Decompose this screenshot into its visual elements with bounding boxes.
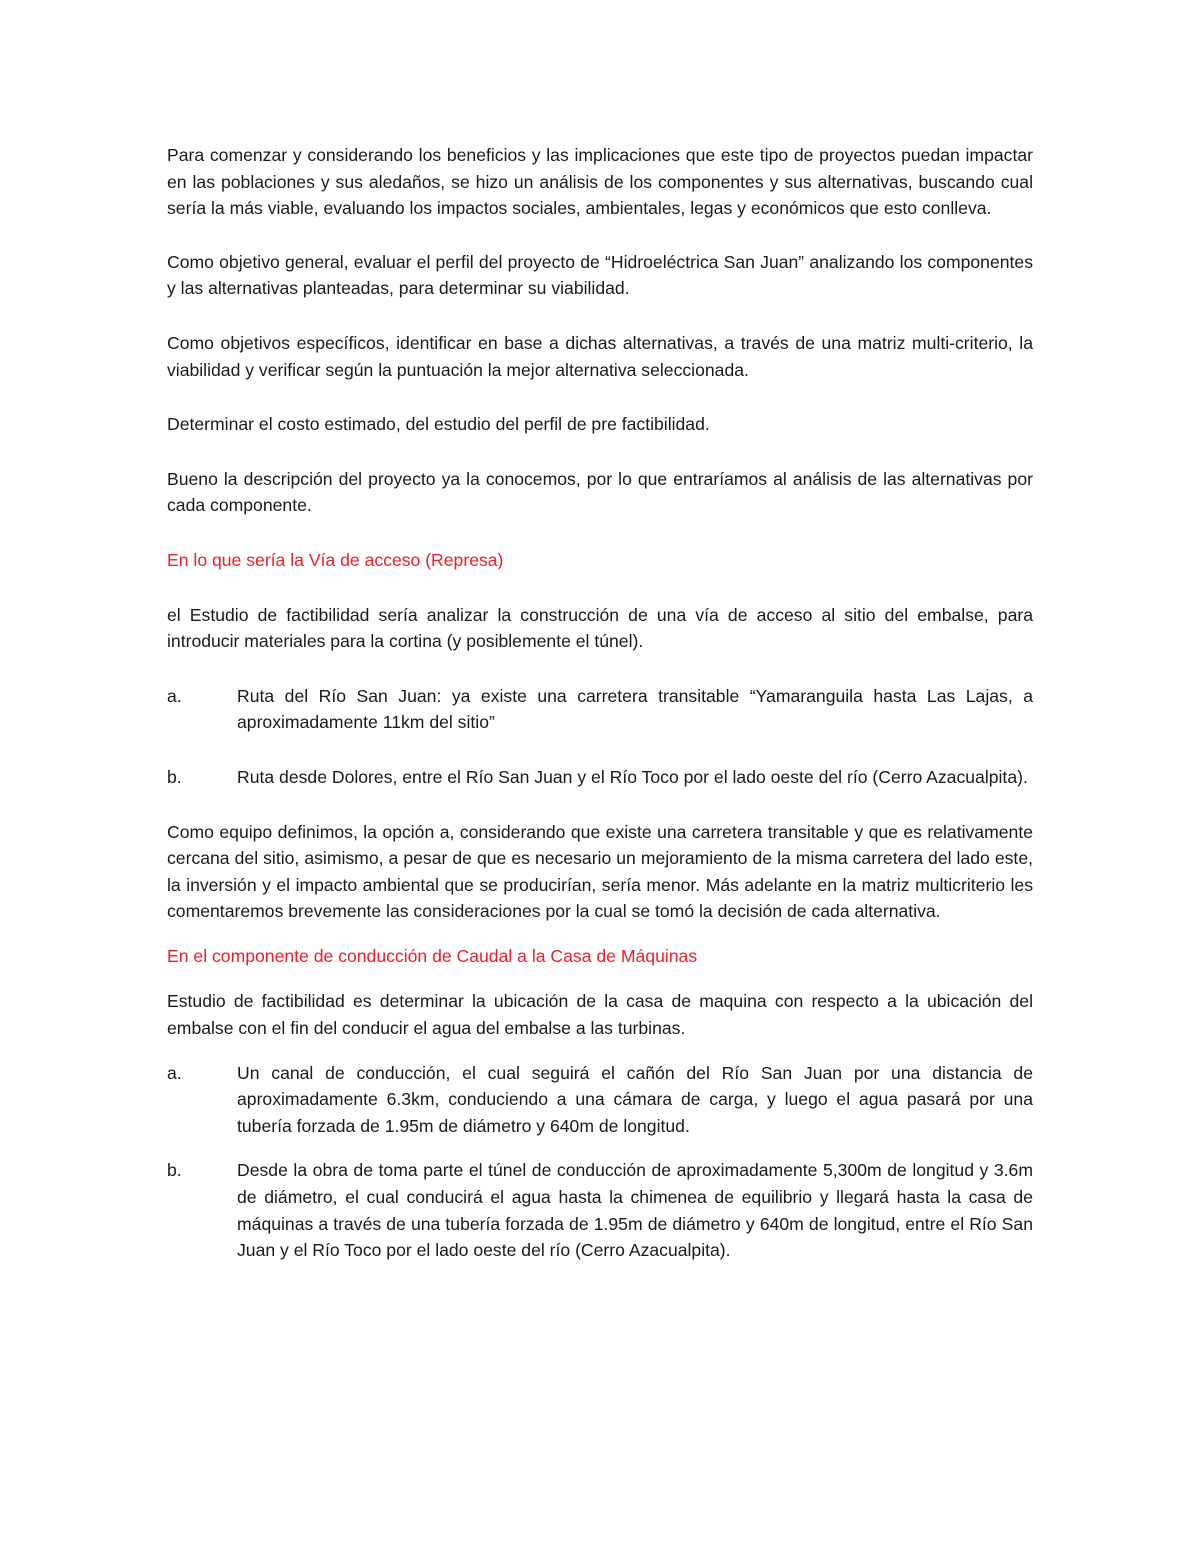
costo-paragraph: Determinar el costo estimado, del estudio del perfil de pre factibilidad. — [167, 414, 710, 435]
list-marker: a. — [167, 685, 182, 706]
list-item-text: Ruta del Río San Juan: ya existe una carretera transitable “Yamaranguila hasta Las Lajas, a aproximadamente 11km del sitio” — [237, 685, 1033, 733]
list-item-text: Desde la obra de toma parte el túnel de conducción de aproximadamente 5,300m de longitud y 3.6m de diámetro, el cual conducirá el agua hasta la chimenea de equilibrio y llegará hasta la casa de máquinas a través de una tubería forzada de 1.95m de diámetro y 640m de longitud, entre el Río San Juan y el Río Toco por el lado oeste del río (Cerro Azacualpita). — [237, 1160, 1033, 1261]
section1-conclusion: Como equipo definimos, la opción a, considerando que existe una carretera transitable y que es relativamente cercana del sitio, asimismo, a pesar de que es necesario un mejoramiento de la misma carretera del lado este, la inversión y el impacto ambiental que se producirían, sería menor. Más adelante en la matriz multicriterio les comentaremos brevemente las consideraciones por la cual se tomó la decisión de cada alternativa. — [167, 821, 1033, 922]
section1-heading: En lo que sería la Vía de acceso (Represa) — [167, 549, 504, 570]
section1-item-b — [167, 764, 1033, 791]
list-marker: a. — [167, 1062, 182, 1083]
objetivos-especificos-paragraph: Como objetivos específicos, identificar en base a dichas alternativas, a través de una matriz multi-criterio, la viabilidad y verificar según la puntuación la mejor alternativa seleccionada. — [167, 332, 1033, 380]
document-page — [167, 138, 1033, 1264]
section1-item-a — [167, 683, 1033, 736]
list-marker: b. — [167, 1160, 182, 1181]
list-item-text: Ruta desde Dolores, entre el Río San Juan y el Río Toco por el lado oeste del río (Cerro Azacualpita). — [237, 766, 1028, 787]
section2-intro: Estudio de factibilidad es determinar la ubicación de la casa de maquina con respecto a la ubicación del embalse con el fin del conducir el agua del embalse a las turbinas. — [167, 991, 1033, 1039]
section2-item-a — [167, 1060, 1033, 1140]
section2-heading: En el componente de conducción de Caudal a la Casa de Máquinas — [167, 945, 698, 966]
descripcion-paragraph: Bueno la descripción del proyecto ya la conocemos, por lo que entraríamos al análisis de las alternativas por cada componente. — [167, 468, 1033, 516]
objetivo-general-paragraph: Como objetivo general, evaluar el perfil del proyecto de “Hidroeléctrica San Juan” analizando los componentes y las alternativas planteadas, para determinar su viabilidad. — [167, 251, 1033, 299]
intro-paragraph: Para comenzar y considerando los beneficios y las implicaciones que este tipo de proyectos puedan impactar en las poblaciones y sus aledaños, se hizo un análisis de los componentes y sus alternativas, buscando cual sería la más viable, evaluando los impactos sociales, ambientales, legas y económicos que esto conlleva. — [167, 145, 1033, 219]
list-item-text: Un canal de conducción, el cual seguirá el cañón del Río San Juan por una distancia de aproximadamente 6.3km, conduciendo a una cámara de carga, y luego el agua pasará por una tubería forzada de 1.95m de diámetro y 640m de longitud. — [237, 1062, 1033, 1136]
section2-item-b — [167, 1157, 1033, 1263]
list-marker: b. — [167, 766, 182, 787]
section1-intro: el Estudio de factibilidad sería analizar la construcción de una vía de acceso al sitio del embalse, para introducir materiales para la cortina (y posiblemente el túnel). — [167, 604, 1033, 652]
